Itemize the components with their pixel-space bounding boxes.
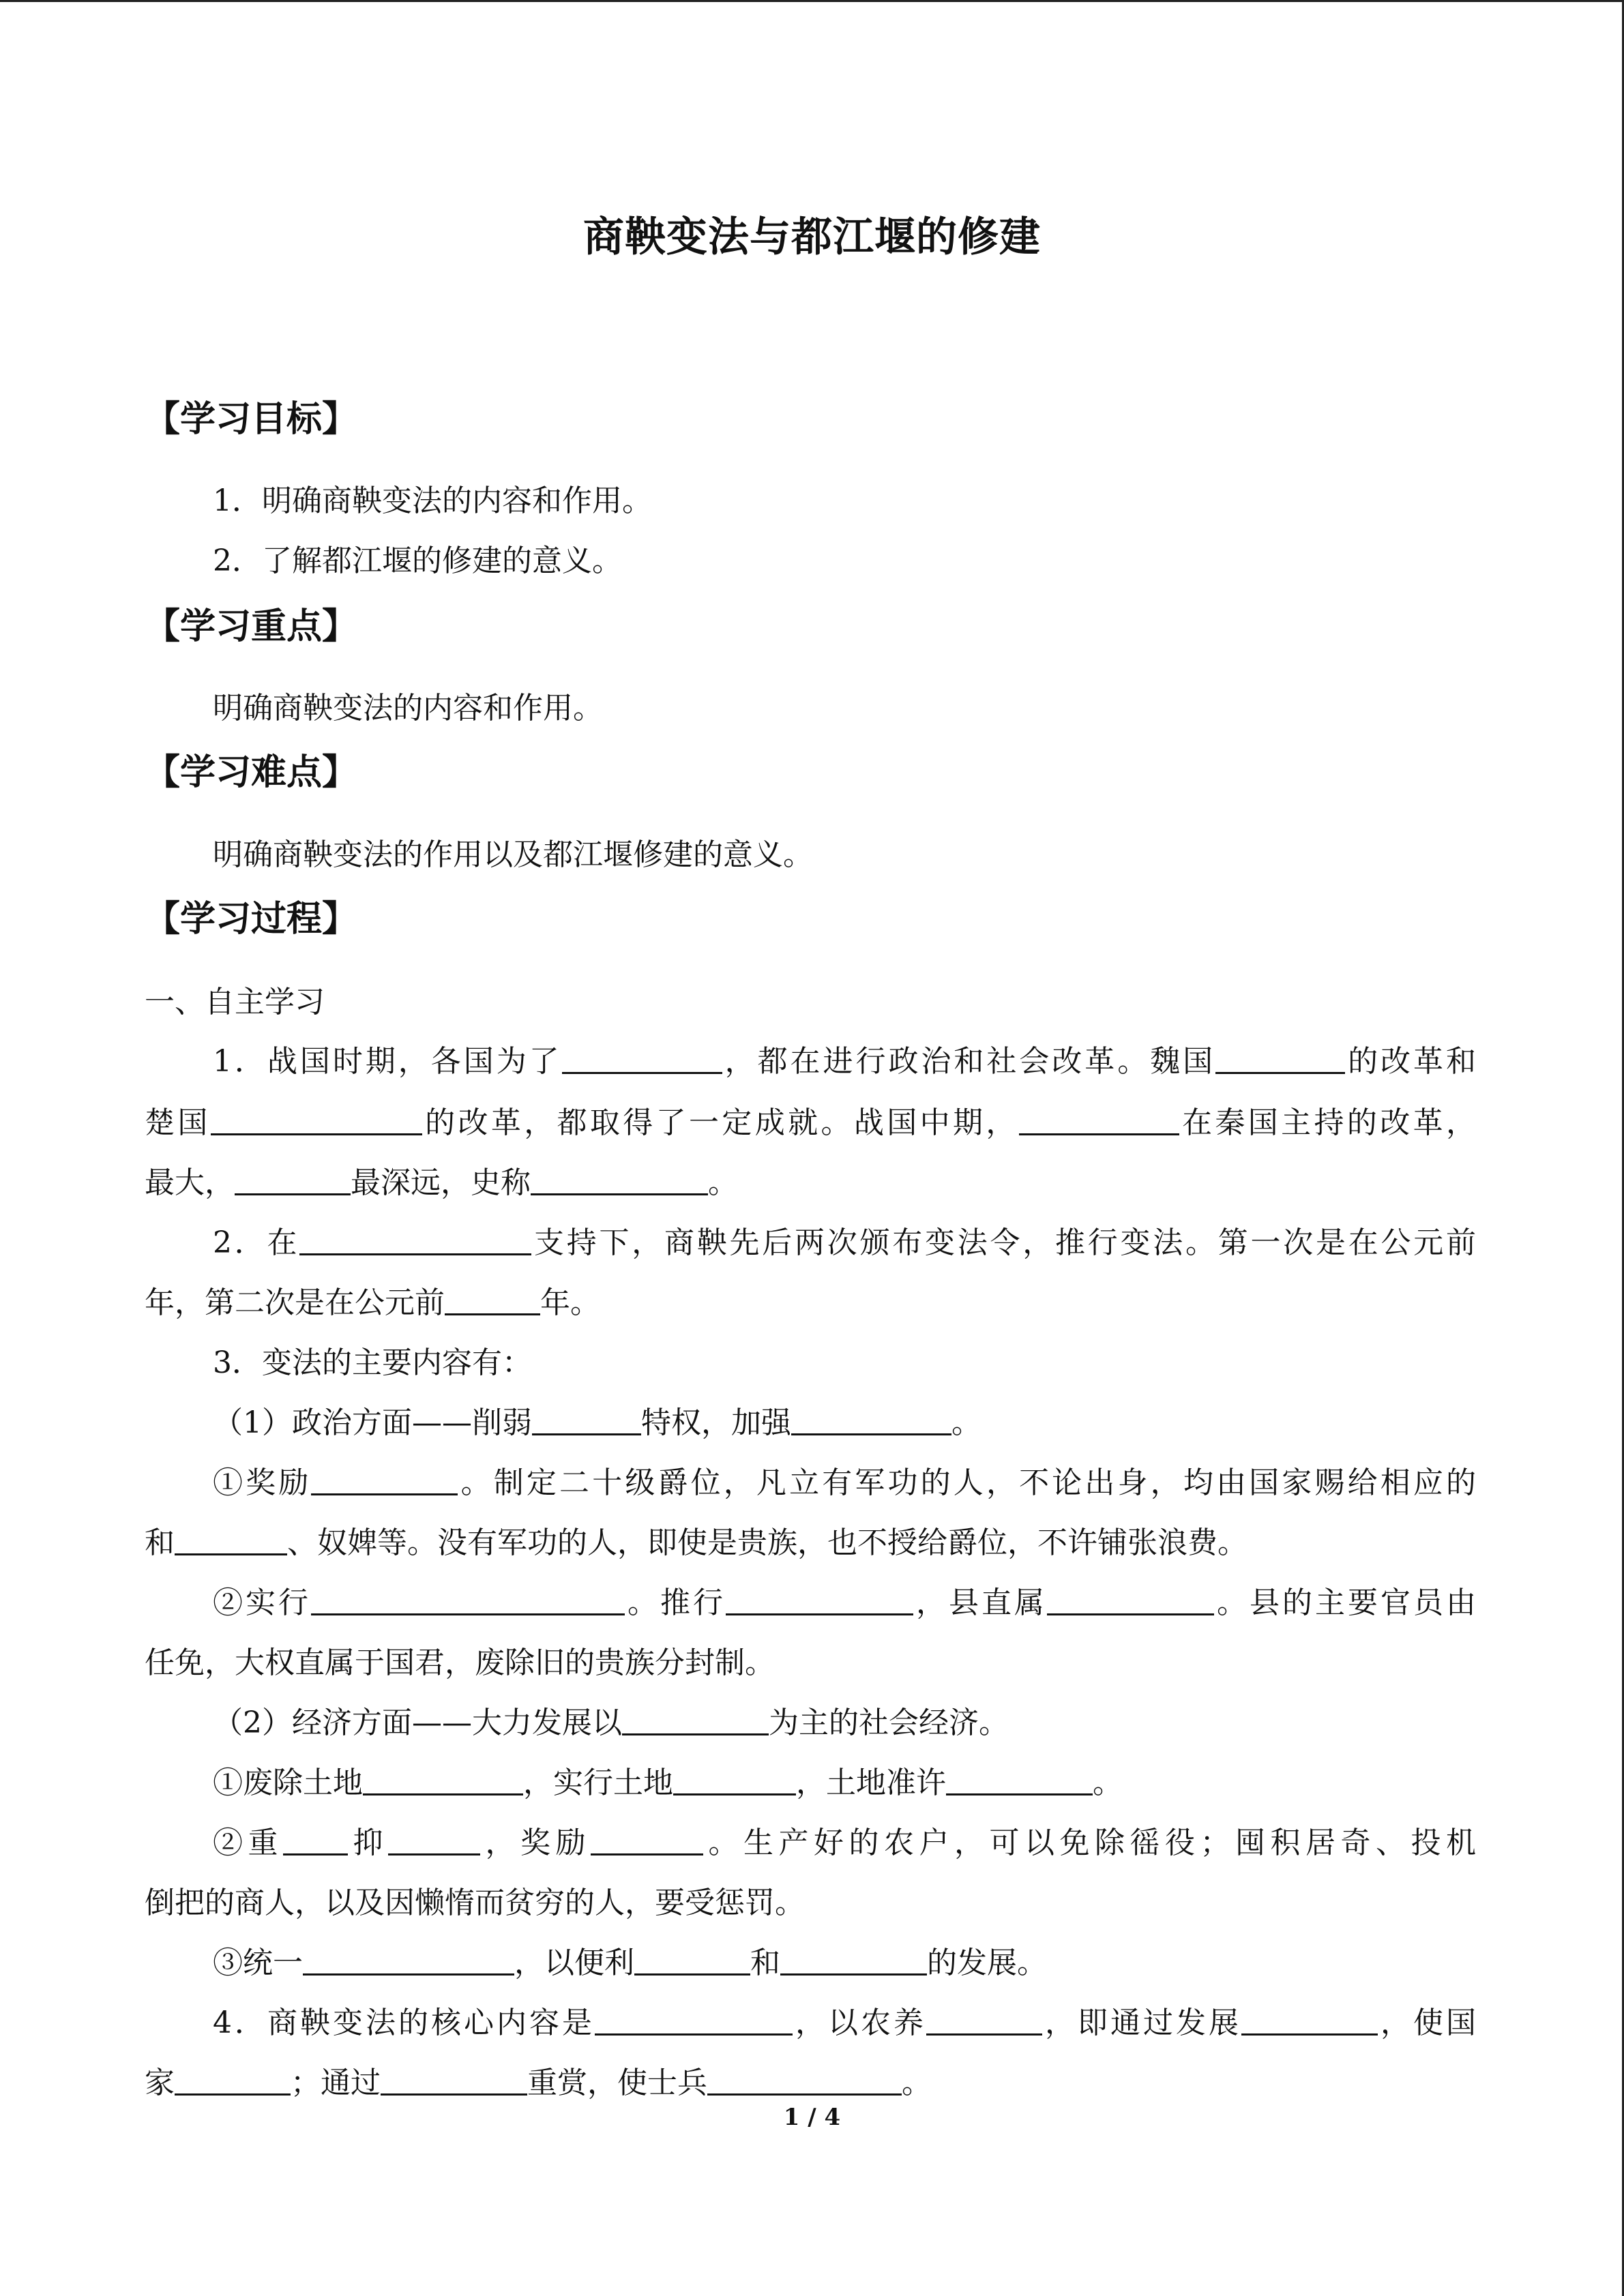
fill-blank[interactable] bbox=[303, 1946, 514, 1976]
q3p2-text-b: 为主的社会经济。 bbox=[769, 1705, 1009, 1740]
q3p1a-text-a: ①奖励 bbox=[213, 1465, 312, 1500]
q3p1a-text-b: 。制定二十级爵位，凡立有军功的人，不论出身，均由国家赐给相应的 bbox=[458, 1465, 1477, 1500]
fill-blank[interactable] bbox=[622, 1706, 769, 1735]
part1-heading: 一、自主学习 bbox=[145, 985, 325, 1019]
q4-text-g: 重赏，使士兵 bbox=[527, 2066, 707, 2100]
section-heading-objectives: 【学习目标】 bbox=[145, 399, 358, 440]
q3p2a-text-b: ，实行土地 bbox=[523, 1765, 673, 1800]
q3p2c-text-a: ③统一 bbox=[213, 1945, 303, 1980]
q3p1-text-a: （1）政治方面——削弱 bbox=[213, 1405, 532, 1440]
fill-blank[interactable] bbox=[175, 1526, 287, 1555]
q3p1b-text-d: 。县的主要官员由 bbox=[1214, 1585, 1476, 1620]
q3p1b-line-1 bbox=[213, 1578, 1476, 1622]
fill-blank[interactable] bbox=[791, 1406, 951, 1435]
fill-blank[interactable] bbox=[363, 1766, 523, 1795]
q3p2b-text-a: ②重 bbox=[213, 1825, 283, 1860]
q3p1b-text-c: ，县直属 bbox=[913, 1585, 1047, 1620]
section-heading-keypoints: 【学习重点】 bbox=[145, 606, 358, 647]
q3p2b-line-1 bbox=[213, 1818, 1476, 1862]
fill-blank[interactable] bbox=[1215, 1045, 1345, 1074]
fill-blank[interactable] bbox=[562, 1045, 722, 1074]
objective-1: 1．明确商鞅变法的内容和作用。 bbox=[213, 483, 652, 518]
q3p1b-line-2: 任免，大权直属于国君，废除旧的贵族分封制。 bbox=[145, 1645, 775, 1680]
fill-blank[interactable] bbox=[531, 1166, 708, 1195]
q3p2a-line bbox=[213, 1758, 1476, 1802]
page-border-top bbox=[0, 0, 1624, 2]
fill-blank[interactable] bbox=[445, 1286, 540, 1315]
q3p2c-text-d: 的发展。 bbox=[927, 1945, 1047, 1980]
fill-blank[interactable] bbox=[311, 1466, 458, 1495]
q2-line-2 bbox=[145, 1278, 1476, 1322]
q3-economic bbox=[213, 1698, 1476, 1742]
section-heading-process: 【学习过程】 bbox=[145, 899, 358, 940]
fill-blank[interactable] bbox=[388, 1826, 480, 1855]
q4-text-a: 4．商鞅变法的核心内容是 bbox=[213, 2006, 595, 2040]
fill-blank[interactable] bbox=[591, 1826, 703, 1855]
q1-text-e: 的改革，都取得了一定成就。战国中期， bbox=[422, 1105, 1019, 1140]
q4-text-c: ，即通过发展 bbox=[1042, 2006, 1241, 2040]
q3p1a-text-d: 、奴婢等。没有军功的人，即使是贵族，也不授给爵位，不许铺张浪费。 bbox=[287, 1525, 1247, 1560]
objective-2: 2．了解都江堰的修建的意义。 bbox=[213, 543, 622, 578]
fill-blank[interactable] bbox=[211, 1106, 422, 1135]
page-title: 商鞅变法与都江堰的修建 bbox=[583, 213, 1041, 261]
q1-text-a: 1．战国时期，各国为了 bbox=[213, 1044, 562, 1079]
fill-blank[interactable] bbox=[1241, 2006, 1378, 2036]
keypoint-text: 明确商鞅变法的内容和作用。 bbox=[213, 691, 603, 726]
q3p1b-text-a: ②实行 bbox=[213, 1585, 311, 1620]
fill-blank[interactable] bbox=[532, 1406, 641, 1435]
q3-political bbox=[213, 1398, 1476, 1442]
q3p1b-text-b: 。推行 bbox=[625, 1585, 726, 1620]
fill-blank[interactable] bbox=[1047, 1586, 1214, 1615]
q2-text-c: 年，第二次是在公元前 bbox=[145, 1285, 445, 1320]
q1-text-b: ，都在进行政治和社会改革。魏国 bbox=[722, 1044, 1216, 1079]
q3p1-text-b: 特权，加强 bbox=[641, 1405, 791, 1440]
fill-blank[interactable] bbox=[1019, 1106, 1179, 1135]
q2-text-a: 2．在 bbox=[213, 1225, 300, 1260]
fill-blank[interactable] bbox=[595, 2006, 793, 2036]
fill-blank[interactable] bbox=[707, 2066, 902, 2096]
q4-text-b: ，以农养 bbox=[793, 2006, 926, 2040]
difficulty-text: 明确商鞅变法的作用以及都江堰修建的意义。 bbox=[213, 837, 813, 872]
q2-line-1 bbox=[213, 1218, 1476, 1262]
q1-text-h: 最深远，史称 bbox=[351, 1165, 531, 1200]
fill-blank[interactable] bbox=[299, 1226, 531, 1255]
q3p2c-line bbox=[213, 1938, 1476, 1982]
q4-text-d: ，使国 bbox=[1378, 2006, 1476, 2040]
q2-text-d: 年。 bbox=[540, 1285, 600, 1320]
q1-text-c: 的改革和 bbox=[1345, 1044, 1476, 1079]
q1-text-i: 。 bbox=[708, 1165, 738, 1200]
fill-blank[interactable] bbox=[673, 1766, 796, 1795]
q3p2b-text-b: 抑 bbox=[348, 1825, 388, 1860]
q4-text-f: ；通过 bbox=[291, 2066, 381, 2100]
q3p1-text-c: 。 bbox=[951, 1405, 981, 1440]
q3p2a-text-a: ①废除土地 bbox=[213, 1765, 363, 1800]
section-heading-difficulties: 【学习难点】 bbox=[145, 752, 358, 793]
q2-text-b: 支持下，商鞅先后两次颁布变法令，推行变法。第一次是在公元前 bbox=[531, 1225, 1476, 1260]
q3p2c-text-b: ，以便利 bbox=[514, 1945, 634, 1980]
q3-heading: 3．变法的主要内容有： bbox=[213, 1345, 532, 1380]
q1-text-d: 楚国 bbox=[145, 1105, 211, 1140]
q4-text-e: 家 bbox=[145, 2066, 175, 2100]
q1-line-1 bbox=[213, 1037, 1476, 1080]
q4-line-1 bbox=[213, 1998, 1476, 2042]
fill-blank[interactable] bbox=[175, 2066, 291, 2096]
q3p2b-text-c: ，奖励 bbox=[480, 1825, 591, 1860]
q1-text-g: 最大， bbox=[145, 1165, 235, 1200]
q3p1a-line-1 bbox=[213, 1458, 1476, 1502]
fill-blank[interactable] bbox=[780, 1946, 927, 1976]
q3p2c-text-c: 和 bbox=[750, 1945, 780, 1980]
fill-blank[interactable] bbox=[634, 1946, 750, 1976]
q1-line-2 bbox=[145, 1098, 1476, 1142]
q3p1a-text-c: 和 bbox=[145, 1525, 175, 1560]
fill-blank[interactable] bbox=[283, 1826, 348, 1855]
fill-blank[interactable] bbox=[726, 1586, 913, 1615]
q1-text-f: 在秦国主持的改革， bbox=[1179, 1105, 1477, 1140]
q4-line-2 bbox=[145, 2058, 1476, 2102]
q1-line-3 bbox=[145, 1158, 1476, 1202]
q3p1a-line-2 bbox=[145, 1518, 1476, 1562]
fill-blank[interactable] bbox=[926, 2006, 1042, 2036]
page-number: 1 / 4 bbox=[783, 2104, 841, 2131]
q3p2a-text-c: ，土地准许 bbox=[796, 1765, 946, 1800]
q4-text-h: 。 bbox=[902, 2066, 932, 2100]
q3p2b-text-d: 。生产好的农户，可以免除徭役；囤积居奇、投机 bbox=[703, 1825, 1476, 1860]
q3p2a-text-d: 。 bbox=[1093, 1765, 1123, 1800]
fill-blank[interactable] bbox=[235, 1166, 351, 1195]
q3p2-text-a: （2）经济方面——大力发展以 bbox=[213, 1705, 622, 1740]
q3p2b-line-2: 倒把的商人，以及因懒惰而贫穷的人，要受惩罚。 bbox=[145, 1885, 805, 1920]
fill-blank[interactable] bbox=[311, 1586, 625, 1615]
fill-blank[interactable] bbox=[381, 2066, 527, 2096]
fill-blank[interactable] bbox=[946, 1766, 1093, 1795]
